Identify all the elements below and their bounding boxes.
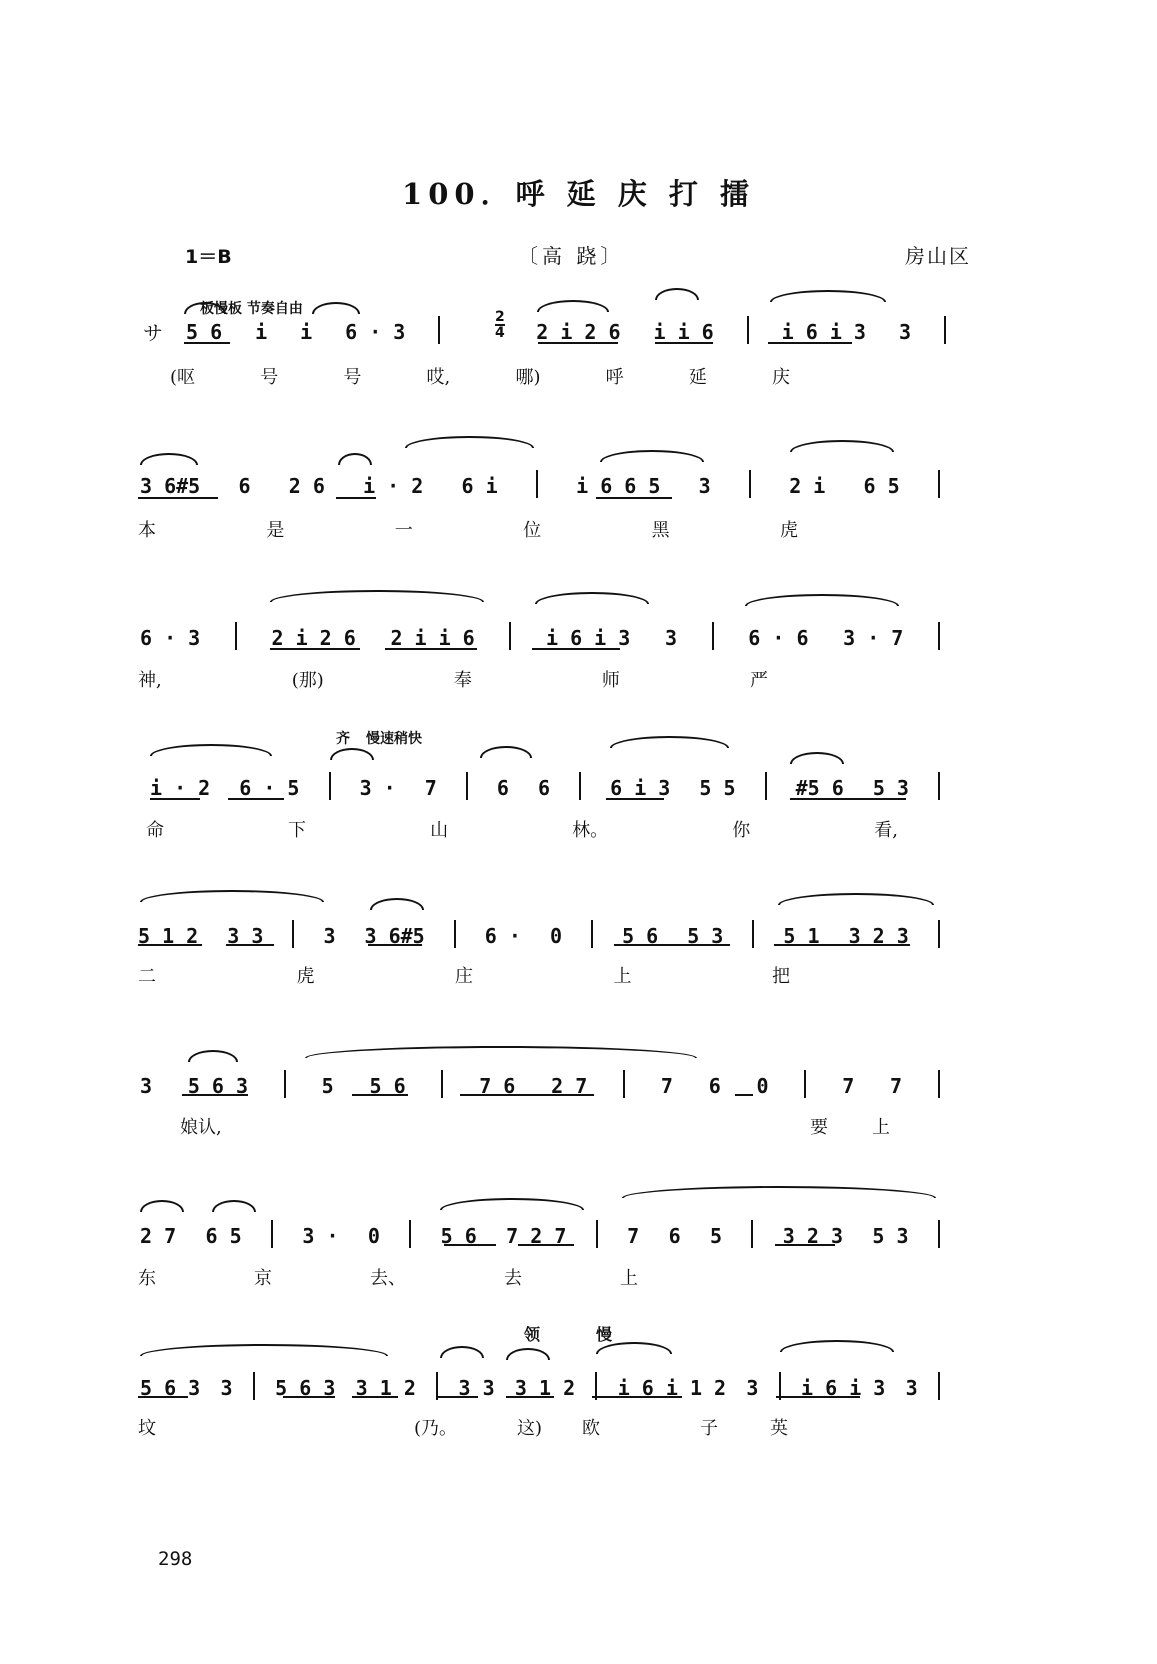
barline: [271, 1220, 273, 1248]
beam: [538, 342, 618, 344]
system-4-notes: [150, 772, 940, 800]
note-group: 6 5: [205, 1224, 242, 1248]
beam: [368, 944, 422, 946]
beam: [592, 1396, 682, 1398]
barline: [292, 920, 294, 948]
note-group: 3: [905, 1376, 918, 1400]
lyric: 是: [266, 520, 285, 541]
note-group: 5 3: [687, 924, 724, 948]
barline: [591, 920, 593, 948]
note-group: 3: [746, 1376, 759, 1400]
note-group: i · 2: [363, 474, 424, 498]
lyric: 师: [601, 670, 620, 691]
beam: [352, 1396, 398, 1398]
barline: [579, 772, 581, 800]
lyric: 哎,: [426, 367, 451, 388]
barline: [765, 772, 767, 800]
key-signature: 1＝B: [185, 246, 232, 268]
note-group: 6 · 5: [239, 776, 300, 800]
slur: [745, 594, 899, 606]
slur: [405, 436, 534, 448]
slur: [778, 893, 934, 905]
note-group: 6: [238, 474, 251, 498]
beam: [150, 798, 200, 800]
page-number: 298: [158, 1548, 193, 1570]
lyric: 去: [504, 1268, 522, 1289]
meter-bottom: 4: [495, 325, 505, 341]
beam: [596, 497, 672, 499]
barline: [536, 470, 538, 498]
system-5-lyrics: [138, 962, 790, 988]
note-group: 5 3: [872, 776, 909, 800]
slur: [330, 748, 374, 760]
note-group: 3: [664, 626, 677, 650]
barline: [235, 622, 237, 650]
slur: [140, 1200, 184, 1212]
lyric: 号: [343, 367, 362, 388]
barline: [804, 1070, 806, 1098]
note-group: 3 3: [458, 1376, 495, 1400]
beam: [790, 798, 906, 800]
system-3-lyrics: [138, 666, 768, 692]
lyric: 呼: [605, 367, 624, 388]
note-group: i: [300, 320, 313, 344]
beam: [283, 1396, 335, 1398]
lyric: 神,: [138, 670, 162, 691]
lyric: 虎: [296, 966, 315, 987]
barline: [284, 1070, 286, 1098]
note-group: 5 1: [783, 924, 820, 948]
note-group: 6 5: [863, 474, 900, 498]
note-group: 5 6: [622, 924, 659, 948]
note-group: 7: [627, 1224, 640, 1248]
lyric: 山: [430, 820, 449, 841]
slur: [506, 1348, 550, 1360]
beam: [606, 798, 664, 800]
beam: [228, 798, 284, 800]
slur: [140, 453, 198, 465]
beam: [614, 944, 730, 946]
note-group: 6 · 6: [748, 626, 809, 650]
lyric: 上: [613, 966, 632, 987]
barline: [938, 772, 940, 800]
qi-tempo-marking: 慢速稍快: [366, 731, 422, 747]
note-group: 7: [660, 1074, 673, 1098]
note-group: 5 6 3: [275, 1376, 336, 1400]
system-7-lyrics: [138, 1264, 638, 1290]
note-group: 5 6 3: [187, 1074, 249, 1098]
lyric: 命: [146, 820, 164, 841]
note-group: 7 6: [479, 1074, 516, 1098]
beam: [460, 1094, 594, 1096]
slur: [440, 1346, 484, 1358]
lyric: 庆: [772, 367, 790, 388]
slur: [188, 1050, 238, 1062]
note-group: 2 7: [140, 1224, 177, 1248]
note-group: 0: [756, 1074, 769, 1098]
lyric: 你: [732, 820, 751, 841]
slur: [600, 450, 704, 462]
barline: [938, 1372, 940, 1400]
slur: [770, 290, 886, 302]
beam: [336, 497, 376, 499]
barline: [751, 1220, 753, 1248]
note-group: i i 6: [653, 320, 714, 344]
note-group: #5 6: [795, 776, 844, 800]
beam: [735, 1094, 753, 1096]
note-group: 2 i i 6: [390, 626, 475, 650]
note-group: 2 6: [288, 474, 325, 498]
note-group: 3 3: [227, 924, 264, 948]
beam: [184, 342, 230, 344]
note-group: 3 6#5: [140, 474, 201, 498]
system-6-lyrics: [180, 1113, 890, 1139]
barline: [938, 622, 940, 650]
lyric: (乃。: [413, 1418, 457, 1439]
man-marking: 慢: [596, 1325, 613, 1344]
barline: [623, 1070, 625, 1098]
note-group: i: [255, 320, 268, 344]
lyric: 要: [810, 1117, 828, 1138]
note-group: 5 1 2: [138, 924, 199, 948]
song-title: 100．呼 延 庆 打 擂: [402, 177, 755, 211]
note-group: 5 6: [186, 320, 223, 344]
note-group: 5 6 3: [140, 1376, 201, 1400]
lyric: 这): [516, 1418, 542, 1439]
lyric: 下: [288, 820, 307, 841]
note-group: 5 6: [369, 1074, 406, 1098]
lyric: 认,: [198, 1117, 222, 1138]
beam: [444, 1244, 496, 1246]
lyric: 哪): [515, 367, 541, 388]
beam: [506, 1396, 554, 1398]
beam: [138, 497, 218, 499]
beam: [775, 1244, 835, 1246]
barline: [938, 1220, 940, 1248]
barline: [749, 470, 751, 498]
lyric: 一: [394, 520, 413, 541]
note-group: i 6 i 3: [781, 320, 866, 344]
note-group: 3 6#5: [364, 924, 425, 948]
slur: [622, 1186, 936, 1198]
slur: [655, 288, 699, 300]
slur: [212, 1200, 256, 1212]
note-group: i 6 6 5: [576, 474, 661, 498]
region-label: 房山区: [905, 244, 971, 268]
barline: [466, 772, 468, 800]
note-group: 7: [890, 1074, 903, 1098]
lyric: 位: [523, 520, 542, 541]
barline: [253, 1372, 255, 1400]
note-group: 2 i 2 6: [536, 320, 621, 344]
free-meter-sign: サ: [143, 321, 163, 345]
lyric: (呕: [170, 367, 196, 388]
note-group: 6 · 3: [140, 626, 201, 650]
system-2-lyrics: [138, 516, 798, 542]
beam: [774, 944, 910, 946]
slur: [535, 592, 649, 604]
barline: [509, 622, 511, 650]
lyric: 坟: [138, 1418, 156, 1439]
barline: [329, 772, 331, 800]
note-group: 6: [708, 1074, 721, 1098]
note-group: 5 3: [872, 1224, 909, 1248]
lyric: 东: [138, 1268, 156, 1289]
lyric: 把: [772, 966, 790, 987]
note-group: 5: [321, 1074, 334, 1098]
slur: [790, 752, 844, 764]
barline: [441, 1070, 443, 1098]
note-group: 3 ·: [359, 776, 396, 800]
note-group: 2 i 2 6: [271, 626, 356, 650]
note-group: 6 i 3: [610, 776, 671, 800]
system-1-lyrics: [170, 363, 790, 389]
lyric: 林。: [572, 820, 609, 841]
beam: [518, 1244, 574, 1246]
lyric: 严: [749, 670, 768, 691]
barline: [454, 920, 456, 948]
note-group: 3: [698, 474, 711, 498]
beam: [182, 1094, 248, 1096]
note-group: 6 i: [461, 474, 498, 498]
lyric: 黑: [651, 520, 670, 541]
lyric: 京: [254, 1268, 272, 1289]
note-group: 3: [323, 924, 336, 948]
barline: [752, 920, 754, 948]
beam: [226, 944, 274, 946]
slur: [780, 1340, 894, 1352]
note-group: i · 2: [150, 776, 211, 800]
qi-marking: 齐: [336, 731, 350, 747]
beam: [385, 648, 477, 650]
lyric: 奉: [453, 670, 472, 691]
slur: [338, 453, 372, 465]
slur: [537, 300, 609, 312]
system-2-notes: [140, 470, 940, 498]
note-group: 7 2 7: [506, 1224, 567, 1248]
beam: [655, 342, 713, 344]
system-3-notes: [140, 622, 940, 650]
note-group: 3 1 2: [355, 1376, 416, 1400]
barline: [596, 1220, 598, 1248]
note-group: 5 5: [699, 776, 736, 800]
note-group: 3 2 3: [782, 1224, 843, 1248]
lyric: 号: [260, 367, 279, 388]
note-group: 3: [140, 1074, 153, 1098]
slur: [370, 898, 424, 910]
barline: [747, 316, 749, 344]
note-group: 5 6: [440, 1224, 477, 1248]
note-group: 2 7: [551, 1074, 588, 1098]
lyric: 上: [620, 1268, 638, 1289]
note-group: i 6 i 3: [546, 626, 631, 650]
slur: [270, 590, 484, 602]
lyric: 庄: [455, 966, 473, 987]
beam: [352, 1094, 408, 1096]
note-group: 5: [709, 1224, 723, 1248]
note-group: 0: [549, 924, 562, 948]
tempo-marking: 板慢板 节奏自由: [200, 301, 303, 317]
note-group: 3 1 2: [514, 1376, 576, 1400]
system-4-lyrics: [146, 816, 898, 842]
slur: [440, 1198, 584, 1210]
slur: [312, 302, 360, 314]
slur: [790, 440, 894, 452]
system-8-lyrics: [138, 1414, 788, 1440]
barline: [438, 316, 440, 344]
note-group: 7: [424, 776, 437, 800]
note-group: 6 · 3: [345, 320, 406, 344]
ling-marking: 领: [524, 1325, 541, 1344]
slur: [140, 1344, 388, 1356]
beam: [138, 944, 202, 946]
lyric: 欧: [582, 1418, 600, 1439]
slur: [610, 736, 729, 748]
barline: [944, 316, 946, 344]
note-group: 6: [537, 776, 551, 800]
lyric: 虎: [779, 520, 798, 541]
note-group: 6: [668, 1224, 681, 1248]
meter-top: 2: [495, 309, 505, 325]
barline: [712, 622, 714, 650]
note-group: i 6 i 1 2: [617, 1376, 727, 1400]
lyric: 英: [770, 1418, 788, 1439]
note-group: 3: [898, 320, 911, 344]
lyric: (那): [291, 670, 324, 691]
slur: [480, 746, 532, 758]
beam: [438, 1396, 478, 1398]
beam: [138, 1396, 188, 1398]
lyric: 娘: [180, 1117, 198, 1138]
system-1-notes: [186, 316, 946, 344]
barline: [409, 1220, 411, 1248]
note-group: 6: [496, 776, 509, 800]
slur: [305, 1046, 697, 1058]
lyric: 二: [138, 966, 156, 987]
note-group: 3: [220, 1376, 233, 1400]
barline: [938, 920, 940, 948]
lyric: 上: [872, 1117, 890, 1138]
note-group: 0: [367, 1224, 380, 1248]
lyric: 本: [138, 520, 156, 541]
beam: [768, 342, 852, 344]
beam: [776, 1396, 860, 1398]
note-group: 3 · 7: [843, 626, 904, 650]
note-group: 6 ·: [484, 924, 521, 948]
slur: [140, 890, 324, 902]
beam: [532, 648, 620, 650]
lyric: 去、: [370, 1268, 406, 1289]
lyric: 子: [700, 1418, 718, 1439]
slur: [150, 744, 272, 756]
genre-label: 〔高 跷〕: [518, 244, 625, 268]
beam: [270, 648, 360, 650]
note-group: 3 ·: [302, 1224, 339, 1248]
lyric: 延: [688, 367, 707, 388]
note-group: 3 2 3: [848, 924, 909, 948]
note-group: 7: [842, 1074, 855, 1098]
note-group: 2 i: [789, 474, 826, 498]
barline: [938, 1070, 940, 1098]
lyric: 看,: [874, 820, 898, 841]
note-group: i 6 i 3: [801, 1376, 886, 1400]
barline: [938, 470, 940, 498]
